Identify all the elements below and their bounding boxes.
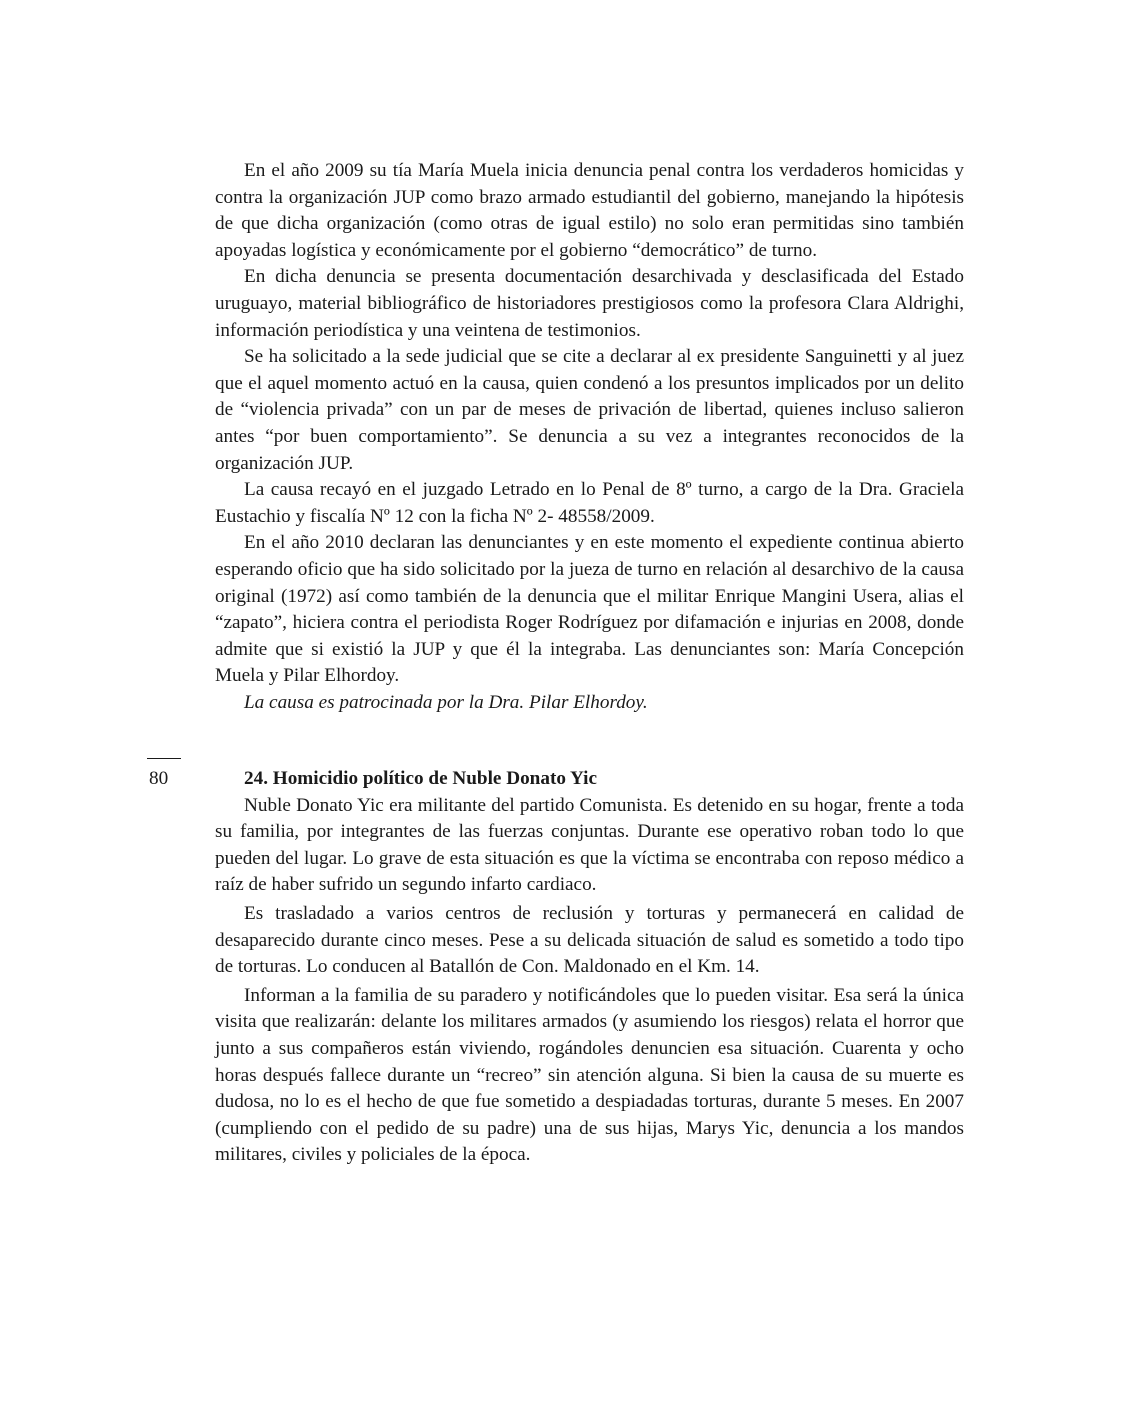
paragraph: Es trasladado a varios centros de reclusión y torturas y permanecerá en calidad de desaparecido durante cinco meses. Pese a su delicada situación de salud es sometido a todo tipo de torturas. Lo conducen al Batallón de Con. Maldonado en el Km. 14.: [215, 902, 964, 978]
paragraph: En el año 2010 declaran las denunciantes y en este momento el expediente continua abierto esperando oficio que ha sido solicitado por la jueza de turno en relación al desarchivo de la causa original (1972) así como también de la denuncia que el militar Enrique Mangini Usera, alias el “zapato”, hiciera contra el periodista Roger Rodríguez por difamación e injurias en 2008, donde admite que si existió la JUP y que él la integraba. Las denunciantes son: María Concepción Muela y Pilar Elhordoy.: [215, 532, 964, 687]
paragraph: Nuble Donato Yic era militante del partido Comunista. Es detenido en su hogar, frente a toda su familia, por integrantes de las fuerzas conjuntas. Durante ese operativo roban todo lo que pueden del lugar. Lo grave de esta situación es que la víctima se encontraba con reposo médico a raíz de haber sufrido un segundo infarto cardiaco.: [215, 794, 964, 896]
page-number-rule: [147, 758, 181, 759]
text-block-upper: [215, 158, 964, 716]
paragraph: Se ha solicitado a la sede judicial que se cite a declarar al ex presidente Sanguinetti y al juez que el aquel momento actuó en la causa, quien condenó a los presuntos implicados por un delito de “violencia privada” con un par de meses de privación de libertad, quienes incluso salieron antes “por buen comportamiento”. Se denuncia a su vez a integrantes reconocidos de la organización JUP.: [215, 346, 964, 474]
text-block-lower: [215, 766, 964, 1169]
paragraph: La causa recayó en el juzgado Letrado en lo Penal de 8º turno, a cargo de la Dra. Graciela Eustachio y fiscalía Nº 12 con la ficha Nº 2- 48558/2009.: [215, 479, 964, 527]
italic-note: La causa es patrocinada por la Dra. Pilar Elhordoy.: [244, 691, 648, 713]
section-heading: 24. Homicidio político de Nuble Donato Yic: [244, 768, 598, 789]
paragraph: Informan a la familia de su paradero y notificándoles que lo pueden visitar. Esa será la única visita que realizarán: delante los militares armados (y asumiendo los riesgos) relata el horror que junto a sus compañeros están viviendo, rogándoles denuncien esa situación. Cuarenta y ocho horas después fallece durante un “recreo” sin atención alguna. Si bien la causa de su muerte es dudosa, no lo es el hecho de que fue sometido a despiadadas torturas, durante 5 meses. En 2007 (cumpliendo con el pedido de su padre) una de sus hijas, Marys Yic, denuncia a los mandos militares, civiles y policiales de la época.: [215, 984, 964, 1166]
page-number: 80: [149, 768, 169, 789]
paragraph: En dicha denuncia se presenta documentación desarchivada y desclasificada del Estado uruguayo, material bibliográfico de historiadores prestigiosos como la profesora Clara Aldrighi, información periodística y una veintena de testimonios.: [215, 266, 964, 341]
paragraph: En el año 2009 su tía María Muela inicia denuncia penal contra los verdaderos homicidas y contra la organización JUP como brazo armado estudiantil del gobierno, manejando la hipótesis de que dicha organización (como otras de igual estilo) no solo eran permitidas sino también apoyadas logística y económicamente por el gobierno “democrático” de turno.: [215, 160, 964, 261]
